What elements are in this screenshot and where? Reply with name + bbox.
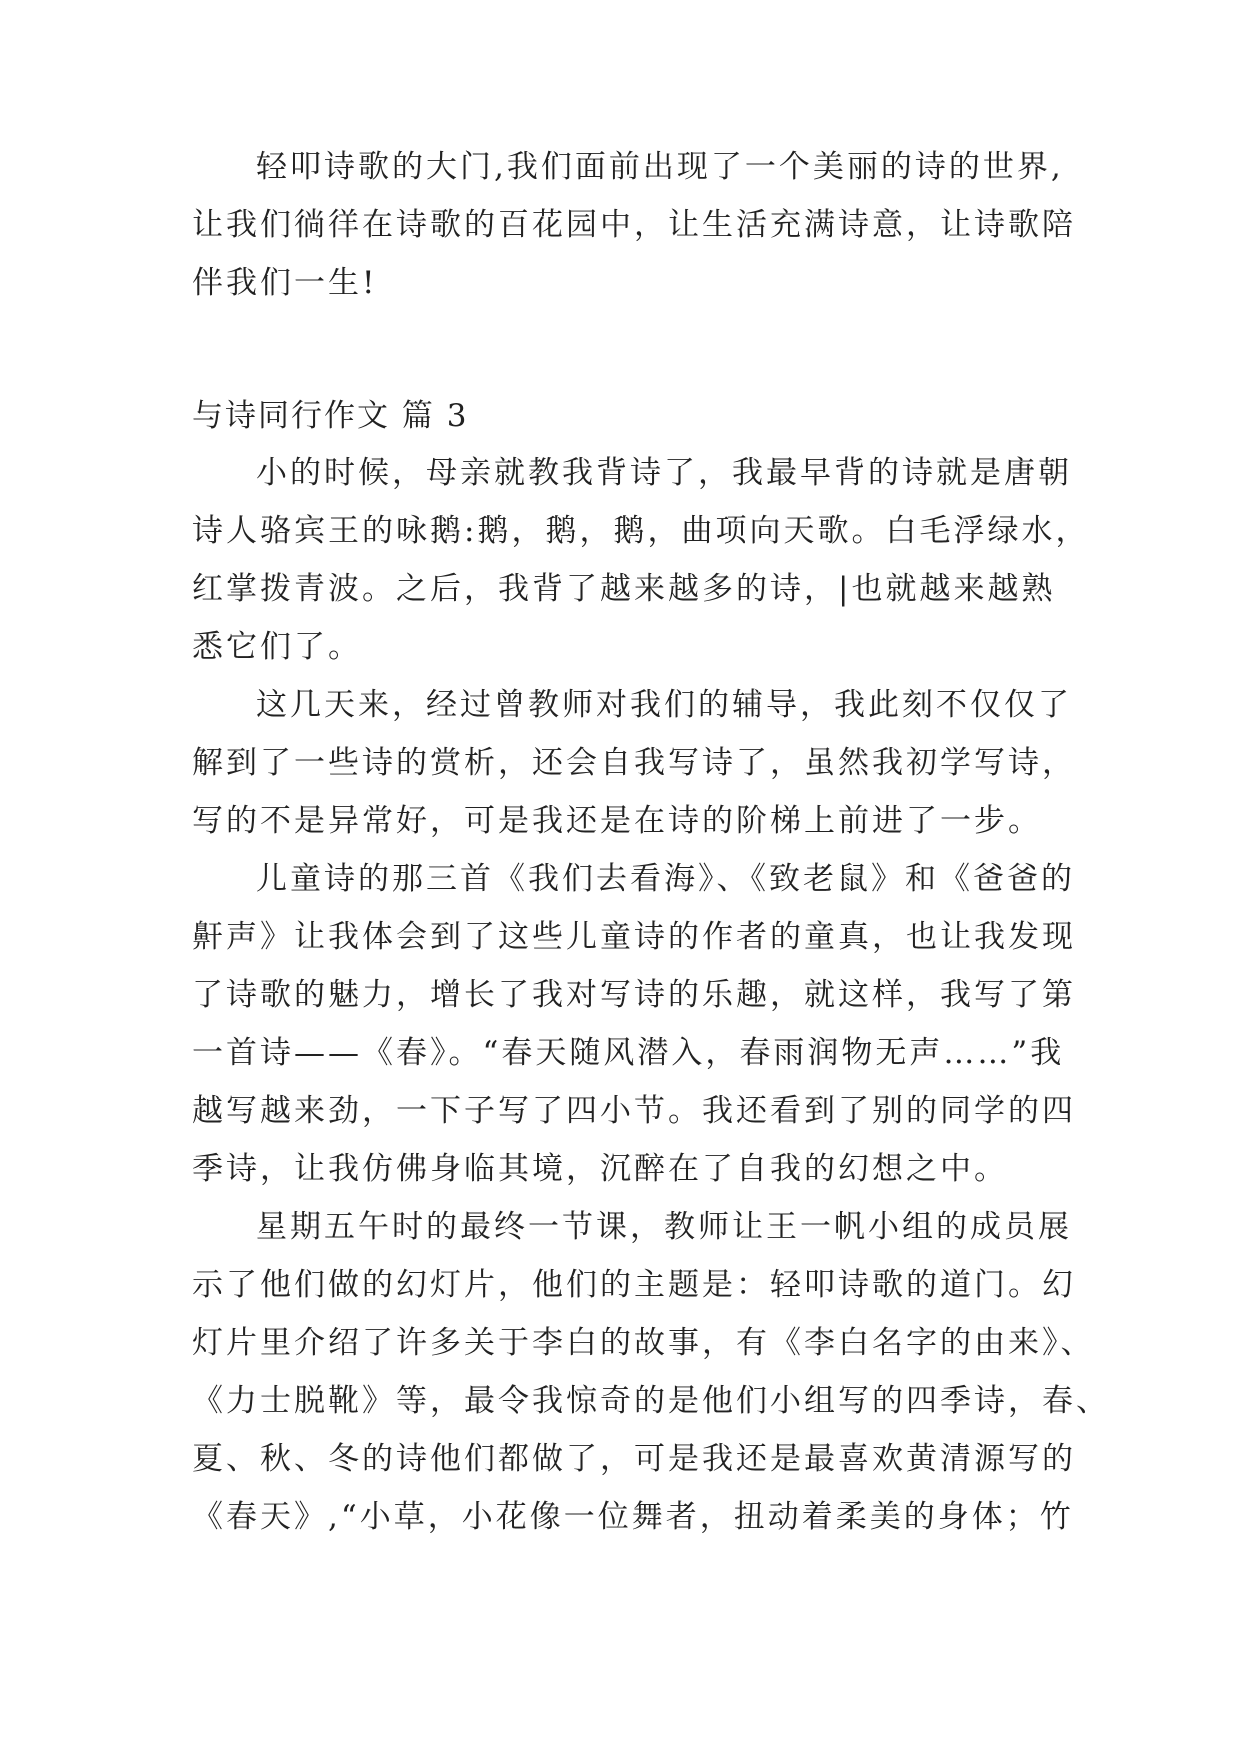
p3-line-6: 季诗，让我仿佛身临其境，沉醉在了自我的幻想之中。 [192,1151,1008,1187]
paragraph-3 [192,850,1076,1198]
paragraph-2 [192,676,1076,850]
p1-line-2: 诗人骆宾王的咏鹅:鹅，鹅，鹅，曲项向天歌。白毛浮绿水， [192,513,1090,549]
p4-line-2: 示了他们做的幻灯片，他们的主题是：轻叩诗歌的道门。幻 [192,1267,1076,1303]
p3-line-1: 儿童诗的那三首《我们去看海》、《致老鼠》和《爸爸的 [256,861,1075,897]
p4-line-1: 星期五午时的最终一节课，教师让王一帆小组的成员展 [256,1209,1072,1245]
p3-line-5: 越写越来劲，一下子写了四小节。我还看到了别的同学的四 [192,1093,1076,1129]
p4-line-3: 灯片里介绍了许多关于李白的故事，有《李白名字的由来》、 [192,1325,1095,1361]
p1-line-4: 悉它们了。 [192,629,362,665]
p1-line-1: 小的时候，母亲就教我背诗了，我最早背的诗就是唐朝 [256,455,1072,491]
p1-line-3: 红掌拨青波。之后，我背了越来越多的诗，|也就越来越熟 [192,571,1056,607]
p4-line-4: 《力士脱靴》等，最令我惊奇的是他们小组写的四季诗，春、 [192,1383,1110,1419]
intro-paragraph [192,138,1076,312]
p2-line-3: 写的不是异常好，可是我还是在诗的阶梯上前进了一步。 [192,803,1042,839]
p4-line-5: 夏、秋、冬的诗他们都做了，可是我还是最喜欢黄清源写的 [192,1441,1076,1477]
section-heading: 与诗同行作文 篇 3 [192,398,469,434]
p3-line-4: 一首诗——《春》。“春天随风潜入，春雨润物无声……”我 [192,1035,1065,1071]
intro-line-3: 伴我们一生! [192,265,378,301]
paragraph-1 [192,444,1090,676]
p2-line-2: 解到了一些诗的赏析，还会自我写诗了，虽然我初学写诗， [192,745,1076,781]
intro-line-2: 让我们徜徉在诗歌的百花园中，让生活充满诗意，让诗歌陪 [192,207,1076,243]
p4-line-6: 《春天》,“小草，小花像一位舞者，扭动着柔美的身体；竹 [192,1499,1074,1535]
intro-line-1: 轻叩诗歌的大门,我们面前出现了一个美丽的诗的世界, [256,149,1064,185]
paragraph-4 [192,1198,1110,1546]
p3-line-2: 鼾声》让我体会到了这些儿童诗的作者的童真，也让我发现 [192,919,1076,955]
p3-line-3: 了诗歌的魅力，增长了我对写诗的乐趣，就这样，我写了第 [192,977,1076,1013]
section-heading-block [192,387,1072,445]
p2-line-1: 这几天来，经过曾教师对我们的辅导，我此刻不仅仅了 [256,687,1072,723]
